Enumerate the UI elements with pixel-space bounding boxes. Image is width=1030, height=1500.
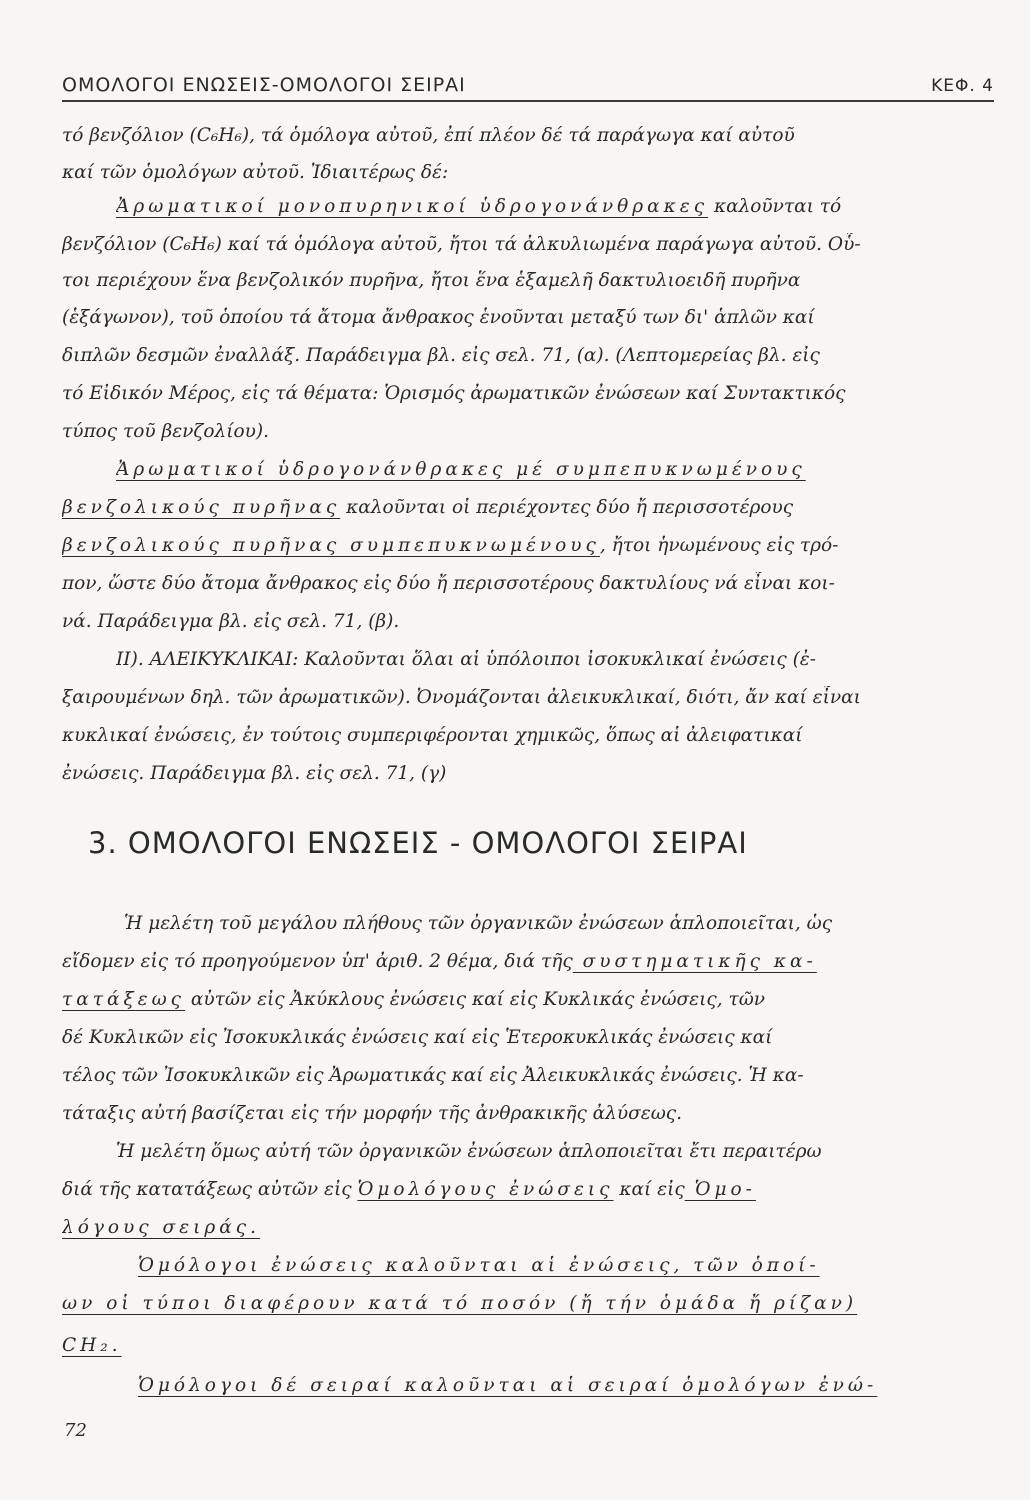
text-line: τάταξις αὐτή βασίζεται εἰς τήν μορφήν τῆς ἀνθρακικῆς ἀλύσεως. — [62, 1103, 683, 1124]
text-line — [62, 1216, 1002, 1240]
term-homologous-series-cont: λόγους σειράς. — [62, 1217, 260, 1238]
text-line: βενζόλιον (C₆H₆) καί τά ὁμόλογα αὐτοῦ, ἤτοι τά ἀλκυλιωμένα παράγωγα αὐτοῦ. Οὗ- — [62, 234, 861, 255]
definition-homologous-compounds-cont: ων οἱ τύποι διαφέρουν κατά τό ποσόν (ἤ τήν ὁμάδα ἤ ρίζαν) — [62, 1293, 858, 1314]
text-line — [62, 1292, 1002, 1316]
text-line: τατάξεως αὐτῶν εἰς Ἀκύκλους ἐνώσεις καί εἰς Κυκλικάς ἐνώσεις, τῶν — [62, 989, 766, 1010]
text-line: Ἀρωματικοί μονοπυρηνικοί ὑδρογονάνθρακες καλοῦνται τό — [116, 196, 842, 217]
page-number: 72 — [64, 1420, 87, 1441]
term-benzene-nuclei: βενζολικούς πυρῆνας — [62, 497, 341, 518]
text-line: τό βενζόλιον (C₆H₆), τά ὁμόλογα αὐτοῦ, ἐπί πλέον δέ τά παράγωγα καί αὐτοῦ — [62, 125, 795, 146]
text-line: διά τῆς κατατάξεως αὐτῶν εἰς Ὁμολόγους ἐνώσεις καί εἰς Ὁμο- — [62, 1179, 756, 1200]
text-line: ξαιρουμένων δηλ. τῶν ἀρωματικῶν). Ὀνομάζονται ἀλεικυκλικαί, διότι, ἄν καί εἶναι — [62, 687, 861, 708]
text-line: νά. Παράδειγμα βλ. εἰς σελ. 71, (β). — [62, 611, 400, 632]
term-systematic-classification: συστηματικῆς κα- — [572, 951, 817, 972]
text-line: κυκλικαί ἐνώσεις, ἐν τούτοις συμπεριφέρονται χημικῶς, ὅπως αἱ ἀλειφατικαί — [62, 725, 803, 746]
text-line: ἐνώσεις. Παράδειγμα βλ. εἰς σελ. 71, (γ) — [62, 763, 447, 784]
text-line: εἴδομεν εἰς τό προηγούμενον ὑπ' ἀριθ. 2 θέμα, διά τῆς συστηματικῆς κα- — [62, 951, 817, 972]
text-line — [138, 1374, 1030, 1398]
text-line: καί τῶν ὁμολόγων αὐτοῦ. Ἰδιαιτέρως δέ: — [62, 162, 449, 183]
running-title: ΟΜΟΛΟΓΟΙ ΕΝΩΣΕΙΣ-ΟΜΟΛΟΓΟΙ ΣΕΙΡΑΙ — [62, 74, 466, 96]
text-line: πον, ὥστε δύο ἄτομα ἄνθρακος εἰς δύο ἤ περισσοτέρους δακτυλίους νά εἶναι κοι- — [62, 573, 835, 594]
text-line: τύπος τοῦ βενζολίου). — [62, 421, 270, 442]
text-line: βενζολικούς πυρῆνας καλοῦνται οἱ περιέχοντες δύο ἤ περισσοτέρους — [62, 497, 794, 518]
text-line: τό Εἰδικόν Μέρος, εἰς τά θέματα: Ὁρισμός ἀρωματικῶν ἐνώσεων καί Συντακτικός — [62, 383, 846, 404]
page-header — [62, 70, 994, 102]
term-aromatic-mononuclear: Ἀρωματικοί μονοπυρηνικοί ὑδρογονάνθρακες — [116, 196, 709, 217]
term-classification-cont: τατάξεως — [62, 989, 186, 1010]
text-line: δέ Κυκλικῶν εἰς Ἰσοκυκλικάς ἐνώσεις καί εἰς Ἑτεροκυκλικάς ἐνώσεις καί — [62, 1027, 773, 1048]
text-line — [116, 458, 1030, 482]
term-aromatic-condensed: Ἀρωματικοί ὑδρογονάνθρακες μέ συμπεπυκνωμένους — [116, 459, 806, 480]
text-line: τέλος τῶν Ἰσοκυκλικῶν εἰς Ἀρωματικάς καί εἰς Ἀλεικυκλικάς ἐνώσεις. Ἡ κα- — [62, 1065, 804, 1086]
term-homologous-series: Ὁμο- — [684, 1179, 756, 1200]
text-line: διπλῶν δεσμῶν ἐναλλάξ. Παράδειγμα βλ. εἰς σελ. 71, (α). (Λεπτομερείας βλ. εἰς — [62, 345, 820, 366]
chapter-label: ΚΕΦ. 4 — [931, 76, 994, 96]
text-line — [138, 1254, 1030, 1278]
text-line: (ἑξάγωνον), τοῦ ὁποίου τά ἄτομα ἄνθρακος ἑνοῦνται μεταξύ των δι' ἁπλῶν καί — [62, 307, 815, 328]
text-line: II). ΑΛΕΙΚΥΚΛΙΚΑΙ: Καλοῦνται ὅλαι αἱ ὑπόλοιποι ἰσοκυκλικαί ἐνώσεις (ἐ- — [116, 649, 816, 670]
definition-homologous-compounds: Ὁμόλογοι ἐνώσεις καλοῦνται αἱ ἐνώσεις, τῶν ὁποί- — [138, 1255, 820, 1276]
text-line: τοι περιέχουν ἕνα βενζολικόν πυρῆνα, ἤτοι ἕνα ἑξαμελῆ δακτυλιοειδῆ πυρῆνα — [62, 270, 801, 291]
text-line — [62, 1334, 1002, 1358]
term-condensed-nuclei: βενζολικούς πυρῆνας συμπεπυκνωμένους — [62, 535, 600, 556]
text-line: βενζολικούς πυρῆνας συμπεπυκνωμένους, ἤτοι ἡνωμένους εἰς τρό- — [62, 535, 839, 556]
text-line: Ἡ μελέτη τοῦ μεγάλου πλήθους τῶν ὀργανικῶν ἐνώσεων ἁπλοποιεῖται, ὡς — [124, 913, 833, 934]
formula-ch2: CH₂. — [62, 1335, 122, 1356]
term-homologous-compounds: Ὁμολόγους ἐνώσεις — [357, 1179, 614, 1200]
text-line: Ἡ μελέτη ὅμως αὐτή τῶν ὀργανικῶν ἐνώσεων ἁπλοποιεῖται ἔτι περαιτέρω — [116, 1141, 822, 1162]
definition-homologous-series: Ὁμόλογοι δέ σειραί καλοῦνται αἱ σειραί ὁμολόγων ἐνώ- — [138, 1375, 878, 1396]
section-heading: 3. ΟΜΟΛΟΓΟΙ ΕΝΩΣΕΙΣ - ΟΜΟΛΟΓΟΙ ΣΕΙΡΑΙ — [88, 826, 748, 860]
